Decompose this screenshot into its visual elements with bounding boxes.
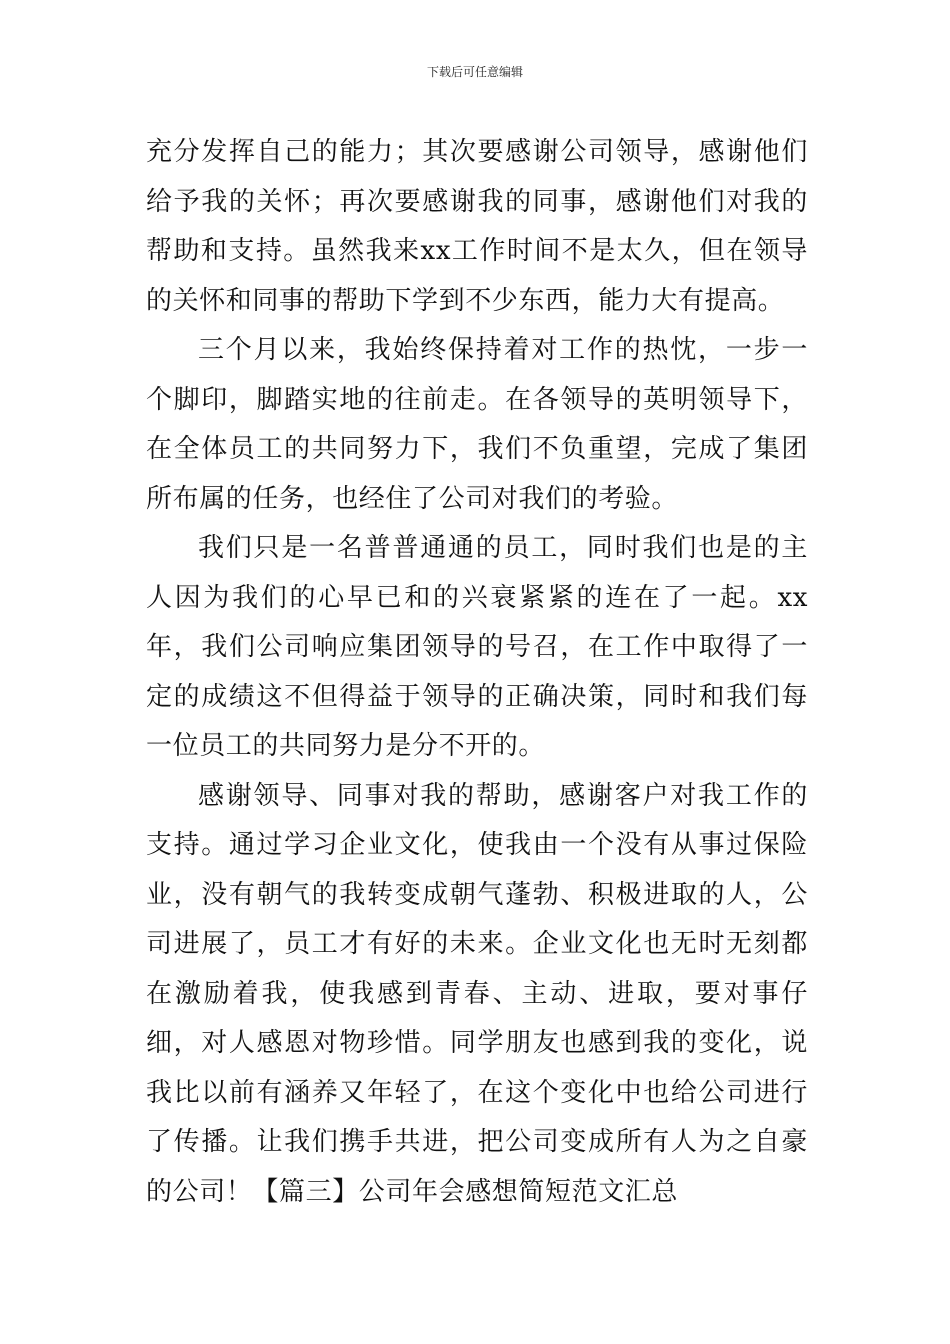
paragraph-4: 感谢领导、同事对我的帮助，感谢客户对我工作的支持。通过学习企业文化，使我由一个没有从事过保险业，没有朝气的我转变成朝气蓬勃、积极进取的人，公司进展了，员工才有好的未来。企业文化也无时无刻都在激励着我，使我感到青春、主动、进取，要对事仔细，对人感恩对物珍惜。同学朋友也感到我的变化，说我比以前有涵养又年轻了，在这个变化中也给公司进行了传播。让我们携手共进，把公司变成所有人为之自豪的公司！【篇三】公司年会感想简短范文汇总 bbox=[146, 780, 808, 1207]
page-header-note: 下载后可任意编辑 bbox=[426, 65, 523, 79]
paragraph-2: 三个月以来，我始终保持着对工作的热忱，一步一个脚印，脚踏实地的往前走。在各领导的英明领导下，在全体员工的共同努力下，我们不负重望，完成了集团所布属的任务，也经住了公司对我们的考验。 bbox=[146, 335, 808, 514]
paragraph-1: 充分发挥自己的能力；其次要感谢公司领导，感谢他们给予我的关怀；再次要感谢我的同事，感谢他们对我的帮助和支持。虽然我来xx工作时间不是太久，但在领导的关怀和同事的帮助下学到不少东西，能力大有提高。 bbox=[146, 137, 808, 316]
paragraph-3: 我们只是一名普普通通的员工，同时我们也是的主人因为我们的心早已和的兴衰紧紧的连在了一起。xx年，我们公司响应集团领导的号召，在工作中取得了一定的成绩这不但得益于领导的正确决策，同时和我们每一位员工的共同努力是分不开的。 bbox=[146, 533, 808, 761]
document-body bbox=[146, 128, 808, 1217]
